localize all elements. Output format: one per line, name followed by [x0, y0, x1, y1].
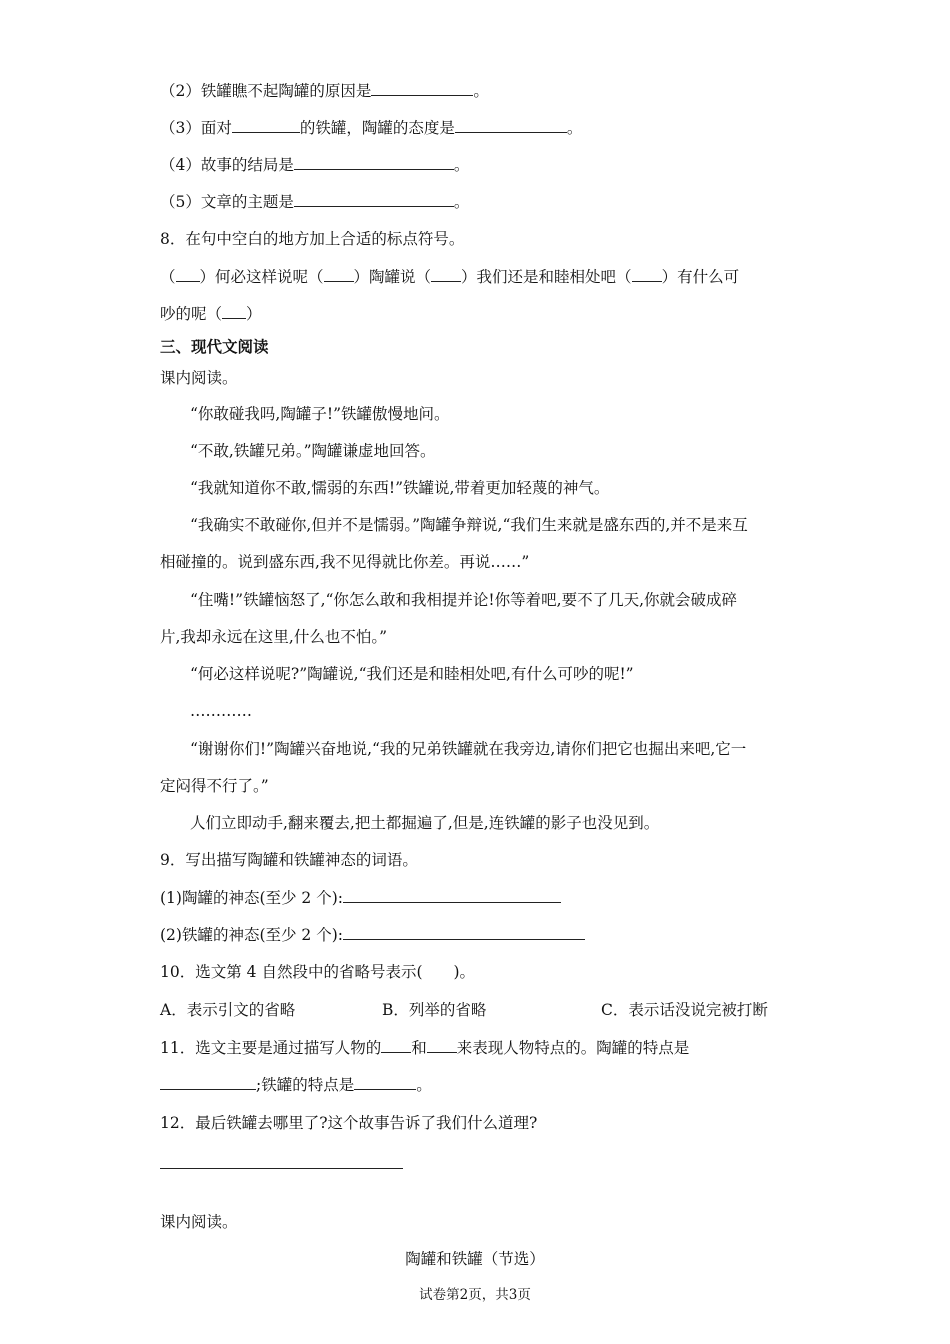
passage-paragraph-cont: 定闷得不行了。”	[160, 777, 269, 795]
q9-item-1-text: (1)陶罐的神态(至少 2 个):	[160, 889, 343, 907]
q12-title: 12．最后铁罐去哪里了?这个故事告诉了我们什么道理?	[160, 1114, 538, 1132]
answer-blank[interactable]	[343, 925, 585, 940]
passage-paragraph: “何必这样说呢?”陶罐说,“我们还是和睦相处吧,有什么可吵的呢!”	[190, 665, 634, 683]
q7-item-3	[160, 118, 582, 138]
page-footer: 试卷第2页，共3页	[419, 1287, 531, 1303]
option-c[interactable]: C．表示话没说完被打断	[601, 1001, 768, 1019]
answer-blank[interactable]	[294, 192, 454, 207]
section-heading: 三、现代文阅读	[160, 337, 269, 356]
q7-item-3-text: （3）面对	[160, 119, 232, 137]
q10-title: 10．选文第 4 自然段中的省略号表示( )。	[160, 963, 476, 981]
q11-text: 。	[416, 1076, 432, 1094]
section-intro: 课内阅读。	[160, 369, 238, 387]
q7-item-5-end: 。	[453, 193, 470, 211]
passage-paragraph: “谢谢你们!”陶罐兴奋地说,“我的兄弟铁罐就在我旁边,请你们把它也掘出来吧,它一	[190, 740, 747, 758]
q11-line-1	[160, 1038, 689, 1058]
answer-blank[interactable]	[343, 888, 561, 903]
q11-line-2	[160, 1075, 432, 1095]
q8-text: ）我们还是和睦相处吧（	[461, 268, 632, 286]
passage-paragraph: “住嘴!”铁罐恼怒了,“你怎么敢和我相提并论!你等着吧,要不了几天,你就会破成碎	[190, 591, 738, 609]
q7-item-4-text: （4）故事的结局是	[160, 156, 294, 174]
answer-blank[interactable]	[160, 1075, 256, 1090]
q7-item-5	[160, 192, 469, 212]
q8-line-2	[160, 304, 262, 324]
passage-paragraph: “我确实不敢碰你,但并不是懦弱。”陶罐争辩说,“我们生来就是盛东西的,并不是来互	[190, 516, 748, 534]
punct-blank[interactable]	[222, 304, 246, 319]
option-b[interactable]: B．列举的省略	[382, 1001, 487, 1019]
passage-paragraph: “我就知道你不敢,懦弱的东西!”铁罐说,带着更加轻蔑的神气。	[190, 479, 610, 497]
q7-item-3-mid: 的铁罐，陶罐的态度是	[299, 119, 455, 137]
q11-text: 11．选文主要是通过描写人物的	[160, 1039, 382, 1057]
q8-text: ）	[246, 305, 262, 323]
q11-text: 和	[411, 1039, 427, 1057]
passage-title: 陶罐和铁罐（节选）	[405, 1250, 545, 1268]
q7-item-5-text: （5）文章的主题是	[160, 193, 294, 211]
answer-blank[interactable]	[427, 1038, 457, 1053]
q8-text: ）有什么可	[661, 268, 740, 286]
answer-blank[interactable]	[371, 81, 473, 96]
answer-blank[interactable]	[354, 1075, 416, 1090]
passage-ellipsis: …………	[190, 702, 252, 720]
punct-blank[interactable]	[431, 267, 461, 282]
q8-text: ）何必这样说呢（	[199, 268, 324, 286]
answer-line[interactable]	[160, 1168, 403, 1169]
q8-text: （	[160, 268, 176, 286]
passage-paragraph-cont: 相碰撞的。说到盛东西,我不见得就比你差。再说……”	[160, 553, 530, 571]
q9-item-2-text: (2)铁罐的神态(至少 2 个):	[160, 926, 343, 944]
punct-blank[interactable]	[324, 267, 354, 282]
passage-paragraph: “你敢碰我吗,陶罐子!”铁罐傲慢地问。	[190, 405, 450, 423]
answer-blank[interactable]	[232, 118, 300, 133]
passage-paragraph-cont: 片,我却永远在这里,什么也不怕。”	[160, 628, 388, 646]
q11-text: ;铁罐的特点是	[256, 1076, 355, 1094]
passage-paragraph: “不敢,铁罐兄弟。”陶罐谦虚地回答。	[190, 442, 436, 460]
q7-item-3-end: 。	[566, 119, 583, 137]
next-intro: 课内阅读。	[160, 1213, 238, 1231]
punct-blank[interactable]	[632, 267, 662, 282]
q7-item-2	[160, 81, 489, 101]
q9-item-1	[160, 888, 561, 908]
q9-title: 9．写出描写陶罐和铁罐神态的词语。	[160, 851, 418, 869]
q8-title: 8．在句中空白的地方加上合适的标点符号。	[160, 230, 465, 248]
q11-text: 来表现人物特点的。陶罐的特点是	[456, 1039, 690, 1057]
answer-blank[interactable]	[455, 118, 567, 133]
punct-blank[interactable]	[176, 267, 200, 282]
q8-line-1	[160, 267, 739, 287]
q9-item-2	[160, 925, 585, 945]
answer-blank[interactable]	[294, 155, 454, 170]
q7-item-2-text: （2）铁罐瞧不起陶罐的原因是	[160, 82, 372, 100]
q7-item-2-end: 。	[473, 82, 489, 100]
q7-item-4	[160, 155, 469, 175]
answer-blank[interactable]	[381, 1038, 411, 1053]
option-a[interactable]: A．表示引文的省略	[160, 1001, 296, 1019]
q8-text: 吵的呢（	[160, 305, 223, 323]
passage-paragraph: 人们立即动手,翻来覆去,把土都掘遍了,但是,连铁罐的影子也没见到。	[190, 814, 660, 832]
q7-item-4-end: 。	[453, 156, 470, 174]
q8-text: ）陶罐说（	[353, 268, 432, 286]
